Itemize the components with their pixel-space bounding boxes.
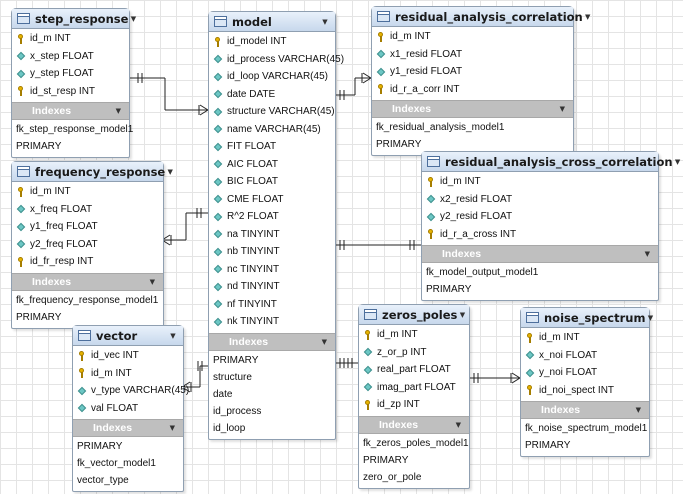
column-name: x_step FLOAT — [30, 50, 94, 62]
diamond-icon — [213, 89, 223, 99]
column-row[interactable] — [359, 396, 469, 414]
column-row[interactable] — [209, 296, 335, 314]
column-name: x2_resid FLOAT — [440, 193, 513, 205]
column-row[interactable] — [209, 243, 335, 261]
diamond-icon — [213, 317, 223, 327]
column-name: y1_freq FLOAT — [30, 221, 98, 233]
table-name: frequency_response — [35, 164, 166, 179]
key-icon — [525, 333, 535, 343]
column-name: id_m INT — [440, 176, 481, 188]
column-list — [422, 172, 658, 245]
diamond-icon — [525, 350, 535, 360]
diamond-icon — [213, 159, 223, 169]
index-row[interactable]: zero_or_pole — [363, 471, 422, 483]
column-name: nc TINYINT — [227, 263, 280, 275]
column-name: name VARCHAR(45) — [227, 123, 321, 135]
table-icon — [78, 330, 91, 341]
column-row[interactable] — [372, 46, 573, 64]
column-name: val FLOAT — [91, 402, 139, 414]
index-row[interactable]: structure — [213, 371, 252, 383]
collapse-toggle-icon[interactable]: ▼ — [459, 310, 466, 319]
index-row[interactable]: date — [213, 388, 233, 400]
index-row[interactable]: fk_zeros_poles_model1 — [363, 437, 469, 449]
column-name: na TINYINT — [227, 228, 280, 240]
table-icon — [526, 312, 539, 323]
index-row[interactable]: PRIMARY — [16, 311, 62, 323]
column-row[interactable] — [73, 365, 183, 383]
table-header[interactable] — [521, 308, 654, 328]
collapse-toggle-icon[interactable]: ▼ — [455, 420, 461, 429]
indexes-label: Indexes — [392, 103, 432, 115]
indexes-header[interactable] — [12, 273, 163, 291]
column-name: y_step FLOAT — [30, 68, 94, 80]
column-row[interactable] — [209, 191, 335, 209]
column-name: id_st_resp INT — [30, 85, 96, 97]
column-row[interactable] — [359, 326, 469, 344]
table-name: residual_analysis_cross_correlation — [445, 154, 673, 169]
diamond-icon — [213, 282, 223, 292]
column-name: id_m INT — [377, 329, 418, 341]
index-row[interactable]: PRIMARY — [16, 141, 62, 152]
column-name: x_freq FLOAT — [30, 203, 93, 215]
column-list — [372, 27, 573, 100]
collapse-toggle-icon[interactable]: ▼ — [644, 250, 650, 258]
column-name: z_or_p INT — [377, 346, 427, 358]
table-header[interactable] — [422, 152, 681, 172]
index-row[interactable]: fk_frequency_response_model1 — [16, 294, 159, 306]
table-header[interactable] — [372, 7, 591, 27]
column-row[interactable] — [372, 63, 573, 81]
column-list — [73, 346, 190, 419]
column-row[interactable] — [521, 382, 649, 400]
key-icon — [525, 385, 535, 395]
key-icon — [376, 32, 386, 42]
index-row[interactable]: fk_noise_spectrum_model1 — [525, 423, 648, 434]
table-zeros-poles[interactable] — [358, 304, 470, 489]
table-frequency-response[interactable] — [11, 161, 173, 329]
index-list — [209, 351, 335, 439]
collapse-toggle-icon[interactable]: ▼ — [167, 167, 173, 176]
column-row[interactable] — [209, 261, 335, 279]
column-row[interactable] — [209, 103, 335, 121]
column-name: CME FLOAT — [227, 193, 284, 205]
column-row[interactable] — [372, 28, 573, 46]
column-row[interactable] — [209, 313, 335, 331]
index-row[interactable]: fk_step_response_model1 — [16, 124, 134, 135]
column-name: AIC FLOAT — [227, 158, 278, 170]
column-name: x_noi FLOAT — [539, 349, 598, 361]
table-icon — [377, 11, 390, 22]
diamond-icon — [77, 403, 87, 413]
table-icon — [427, 156, 440, 167]
cardinality-many-mark — [512, 373, 520, 378]
column-row[interactable] — [521, 347, 649, 365]
column-row[interactable] — [209, 51, 345, 69]
collapse-toggle-icon[interactable]: ▼ — [170, 331, 176, 340]
column-row[interactable] — [209, 138, 335, 156]
collapse-toggle-icon[interactable]: ▼ — [149, 277, 155, 286]
diamond-icon — [16, 222, 26, 232]
column-name: nk TINYINT — [227, 316, 280, 328]
column-name: y2_resid FLOAT — [440, 211, 513, 223]
key-icon — [213, 37, 223, 47]
column-name: id_m INT — [390, 31, 431, 43]
indexes-label: Indexes — [229, 335, 269, 348]
table-noise-spectrum[interactable] — [520, 307, 654, 457]
column-name: nb TINYINT — [227, 246, 280, 258]
cardinality-many-mark — [363, 73, 371, 78]
collapse-toggle-icon[interactable]: ▼ — [647, 313, 654, 322]
collapse-toggle-icon[interactable]: ▼ — [635, 406, 641, 414]
column-name: id_fr_resp INT — [30, 256, 94, 268]
column-row[interactable] — [422, 226, 658, 244]
column-row[interactable] — [73, 400, 183, 418]
diamond-icon — [213, 124, 223, 134]
column-name: nf TINYINT — [227, 298, 277, 310]
key-icon — [376, 84, 386, 94]
column-row[interactable] — [521, 329, 649, 347]
index-row[interactable]: PRIMARY — [77, 441, 123, 452]
cardinality-many-mark — [200, 105, 208, 110]
indexes-header[interactable] — [372, 100, 573, 118]
table-icon — [364, 309, 377, 320]
column-row[interactable] — [359, 379, 469, 397]
indexes-label: Indexes — [32, 105, 72, 117]
table-name: step_response — [35, 11, 129, 26]
column-row[interactable] — [209, 208, 335, 226]
diamond-icon — [213, 142, 223, 152]
column-name: id_m INT — [91, 367, 132, 379]
indexes-label: Indexes — [32, 275, 72, 288]
column-name: id_loop VARCHAR(45) — [227, 71, 328, 83]
column-name: id_zp INT — [377, 399, 420, 411]
diamond-icon — [363, 382, 373, 392]
column-name: id_r_a_cross INT — [440, 228, 517, 240]
collapse-toggle-icon[interactable]: ▼ — [322, 17, 328, 26]
column-row[interactable] — [12, 65, 129, 83]
column-name: imag_part FLOAT — [377, 381, 456, 393]
indexes-label: Indexes — [93, 422, 133, 434]
index-row[interactable]: PRIMARY — [426, 284, 472, 295]
diamond-icon — [363, 365, 373, 375]
indexes-header[interactable] — [12, 102, 129, 120]
key-icon — [426, 177, 436, 187]
diamond-icon — [213, 264, 223, 274]
key-icon — [16, 86, 26, 96]
table-model[interactable] — [208, 11, 345, 440]
column-row[interactable] — [209, 86, 335, 104]
collapse-toggle-icon[interactable]: ▼ — [585, 12, 591, 21]
diamond-icon — [213, 107, 223, 117]
column-name: y1_resid FLOAT — [390, 66, 463, 78]
index-list — [422, 263, 658, 300]
diamond-icon — [213, 247, 223, 257]
column-name: id_process VARCHAR(45) — [227, 53, 345, 65]
column-name: v_type VARCHAR(45) — [91, 385, 190, 397]
table-header[interactable] — [73, 326, 183, 346]
indexes-header[interactable] — [73, 419, 183, 437]
column-row[interactable] — [12, 30, 129, 48]
column-row[interactable] — [12, 236, 163, 254]
index-row[interactable]: vector_type — [77, 475, 129, 486]
index-row[interactable]: id_loop — [213, 422, 246, 434]
collapse-toggle-icon[interactable]: ▼ — [559, 105, 565, 113]
key-icon — [363, 330, 373, 340]
diamond-icon — [213, 177, 223, 187]
column-name: x1_resid FLOAT — [390, 48, 463, 60]
column-row[interactable] — [209, 278, 335, 296]
diamond-icon — [213, 229, 223, 239]
table-step-response[interactable] — [11, 8, 137, 158]
collapse-toggle-icon[interactable]: ▼ — [674, 157, 681, 166]
diamond-icon — [16, 204, 26, 214]
index-list — [12, 120, 134, 157]
diamond-icon — [525, 368, 535, 378]
column-list — [12, 29, 129, 102]
column-row[interactable] — [521, 364, 649, 382]
column-row[interactable] — [209, 121, 335, 139]
column-name: id_noi_spect INT — [539, 384, 615, 396]
column-row[interactable] — [422, 208, 658, 226]
column-row[interactable] — [209, 33, 335, 51]
column-row[interactable] — [73, 347, 183, 365]
cardinality-many-mark — [200, 110, 208, 115]
collapse-toggle-icon[interactable]: ▼ — [321, 337, 327, 346]
key-icon — [16, 34, 26, 44]
column-row[interactable] — [12, 201, 163, 219]
indexes-label: Indexes — [379, 418, 419, 431]
diamond-icon — [16, 69, 26, 79]
index-row[interactable]: PRIMARY — [363, 454, 409, 466]
cardinality-many-mark — [512, 378, 520, 383]
index-list — [73, 437, 183, 491]
column-row[interactable] — [359, 344, 469, 362]
index-list — [372, 118, 573, 155]
diamond-icon — [213, 54, 223, 64]
column-row[interactable] — [12, 253, 163, 271]
indexes-label: Indexes — [442, 248, 482, 260]
index-row[interactable]: PRIMARY — [213, 354, 259, 366]
indexes-header[interactable] — [209, 333, 335, 351]
collapse-toggle-icon[interactable]: ▼ — [169, 424, 175, 432]
table-name: zeros_poles — [382, 307, 458, 322]
indexes-header[interactable] — [422, 245, 658, 263]
column-name: id_r_a_corr INT — [390, 83, 460, 95]
table-icon — [17, 166, 30, 177]
table-icon — [214, 16, 227, 27]
table-icon — [17, 13, 30, 24]
cardinality-many-mark — [363, 78, 371, 83]
index-list — [12, 291, 163, 328]
diamond-icon — [213, 299, 223, 309]
column-row[interactable] — [12, 218, 163, 236]
table-name: vector — [96, 328, 138, 343]
column-row[interactable] — [359, 361, 469, 379]
collapse-toggle-icon[interactable]: ▼ — [130, 14, 137, 23]
index-row[interactable]: id_process — [213, 405, 262, 417]
indexes-label: Indexes — [541, 404, 581, 416]
table-residual-analysis-correlation[interactable] — [371, 6, 591, 156]
table-name: model — [232, 14, 272, 29]
index-list — [359, 434, 469, 488]
column-name: nd TINYINT — [227, 281, 280, 293]
diamond-icon — [213, 194, 223, 204]
column-name: id_m INT — [30, 186, 71, 198]
column-row[interactable] — [209, 156, 335, 174]
index-row[interactable]: fk_model_output_model1 — [426, 267, 539, 278]
column-name: y_noi FLOAT — [539, 367, 598, 379]
column-name: R^2 FLOAT — [227, 211, 279, 223]
key-icon — [16, 257, 26, 267]
column-name: BIC FLOAT — [227, 176, 278, 188]
diamond-icon — [16, 51, 26, 61]
column-row[interactable] — [422, 173, 658, 191]
diamond-icon — [376, 49, 386, 59]
column-list — [521, 328, 649, 401]
column-row[interactable] — [209, 173, 335, 191]
column-list — [209, 32, 345, 333]
table-name: residual_analysis_correlation — [395, 9, 583, 24]
table-residual-analysis-cross-correlation[interactable] — [421, 151, 681, 301]
column-row[interactable] — [73, 382, 190, 400]
diamond-icon — [426, 212, 436, 222]
column-name: id_vec INT — [91, 350, 139, 362]
table-header[interactable] — [359, 305, 469, 325]
diamond-icon — [363, 347, 373, 357]
table-name: noise_spectrum — [544, 310, 646, 325]
column-name: y2_freq FLOAT — [30, 238, 98, 250]
key-icon — [16, 187, 26, 197]
column-name: id_m INT — [30, 33, 71, 45]
key-icon — [77, 368, 87, 378]
column-row[interactable] — [422, 191, 658, 209]
indexes-header[interactable] — [521, 401, 649, 419]
column-list — [12, 182, 163, 273]
table-vector[interactable] — [72, 325, 190, 492]
diamond-icon — [77, 386, 87, 396]
key-icon — [363, 400, 373, 410]
column-list — [359, 325, 469, 416]
diamond-icon — [16, 239, 26, 249]
column-name: date DATE — [227, 88, 276, 100]
column-row[interactable] — [12, 183, 163, 201]
column-row[interactable] — [372, 81, 573, 99]
index-row[interactable]: PRIMARY — [525, 440, 571, 451]
column-row[interactable] — [209, 68, 335, 86]
column-row[interactable] — [209, 226, 335, 244]
diamond-icon — [213, 72, 223, 82]
index-list — [521, 419, 649, 456]
index-row[interactable]: fk_residual_analysis_model1 — [376, 122, 505, 133]
column-row[interactable] — [12, 48, 129, 66]
table-header[interactable] — [12, 162, 173, 182]
column-name: id_model INT — [227, 36, 287, 48]
index-row[interactable]: fk_vector_model1 — [77, 458, 156, 469]
diamond-icon — [213, 212, 223, 222]
column-name: FIT FLOAT — [227, 141, 277, 153]
collapse-toggle-icon[interactable]: ▼ — [115, 107, 121, 115]
column-name: real_part FLOAT — [377, 364, 451, 376]
column-name: structure VARCHAR(45) — [227, 106, 335, 118]
table-header[interactable] — [12, 9, 137, 29]
indexes-header[interactable] — [359, 416, 469, 434]
diamond-icon — [376, 67, 386, 77]
column-name: id_m INT — [539, 332, 580, 344]
column-row[interactable] — [12, 83, 129, 101]
key-icon — [426, 229, 436, 239]
table-header[interactable] — [209, 12, 335, 32]
index-row[interactable]: PRIMARY — [376, 139, 422, 150]
key-icon — [77, 351, 87, 361]
diamond-icon — [426, 194, 436, 204]
